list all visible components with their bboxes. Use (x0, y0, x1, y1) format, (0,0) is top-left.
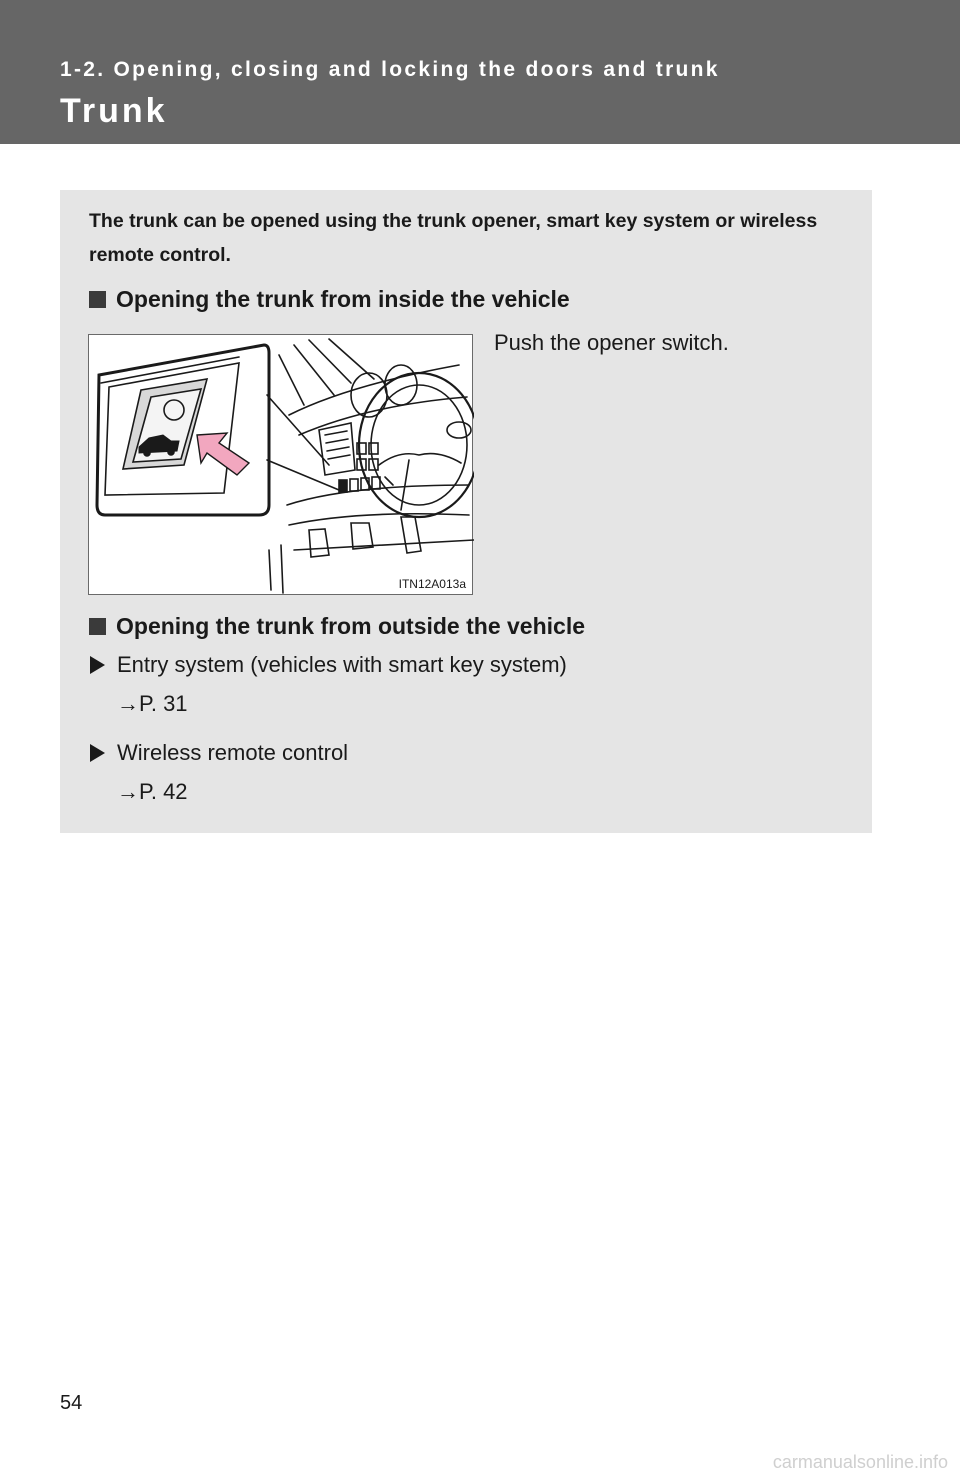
heading-inside-label: Opening the trunk from inside the vehicle (116, 286, 570, 312)
list-item-wireless-remote (90, 740, 348, 766)
page-number: 54 (60, 1392, 83, 1414)
instruction-text: Push the opener switch. (494, 330, 729, 355)
page-ref-entry-system[interactable] (117, 691, 188, 717)
chapter-header (0, 0, 960, 144)
section-title: 1-2. Opening, closing and locking the doors and trunk (60, 58, 720, 81)
watermark: carmanualsonline.info (772, 1452, 948, 1472)
pointer-arrow (197, 433, 249, 475)
page-title: Trunk (60, 92, 168, 130)
heading-outside-label: Opening the trunk from outside the vehicle (116, 613, 585, 639)
heading-outside (89, 613, 585, 640)
page-ref-label: P. 42 (139, 779, 188, 804)
black-square-icon (89, 618, 106, 635)
arrow-right-icon: → (117, 691, 139, 716)
list-item-label: Wireless remote control (117, 740, 349, 765)
page-ref-label: P. 31 (139, 691, 188, 716)
opener-switch-illustration (88, 334, 473, 595)
figure-id: ITN12A013a (398, 577, 466, 591)
heading-inside (89, 286, 570, 313)
triangle-right-icon (90, 656, 105, 674)
dashboard-drawing (89, 335, 474, 596)
triangle-right-icon (90, 744, 105, 762)
intro-text: The trunk can be opened using the trunk opener, smart key system or wireless remote control. (89, 210, 818, 266)
arrow-right-icon: → (117, 779, 139, 804)
list-item-entry-system (90, 652, 567, 678)
black-square-icon (89, 291, 106, 308)
list-item-label: Entry system (vehicles with smart key system) (117, 652, 567, 677)
page-ref-wireless-remote[interactable] (117, 779, 188, 805)
